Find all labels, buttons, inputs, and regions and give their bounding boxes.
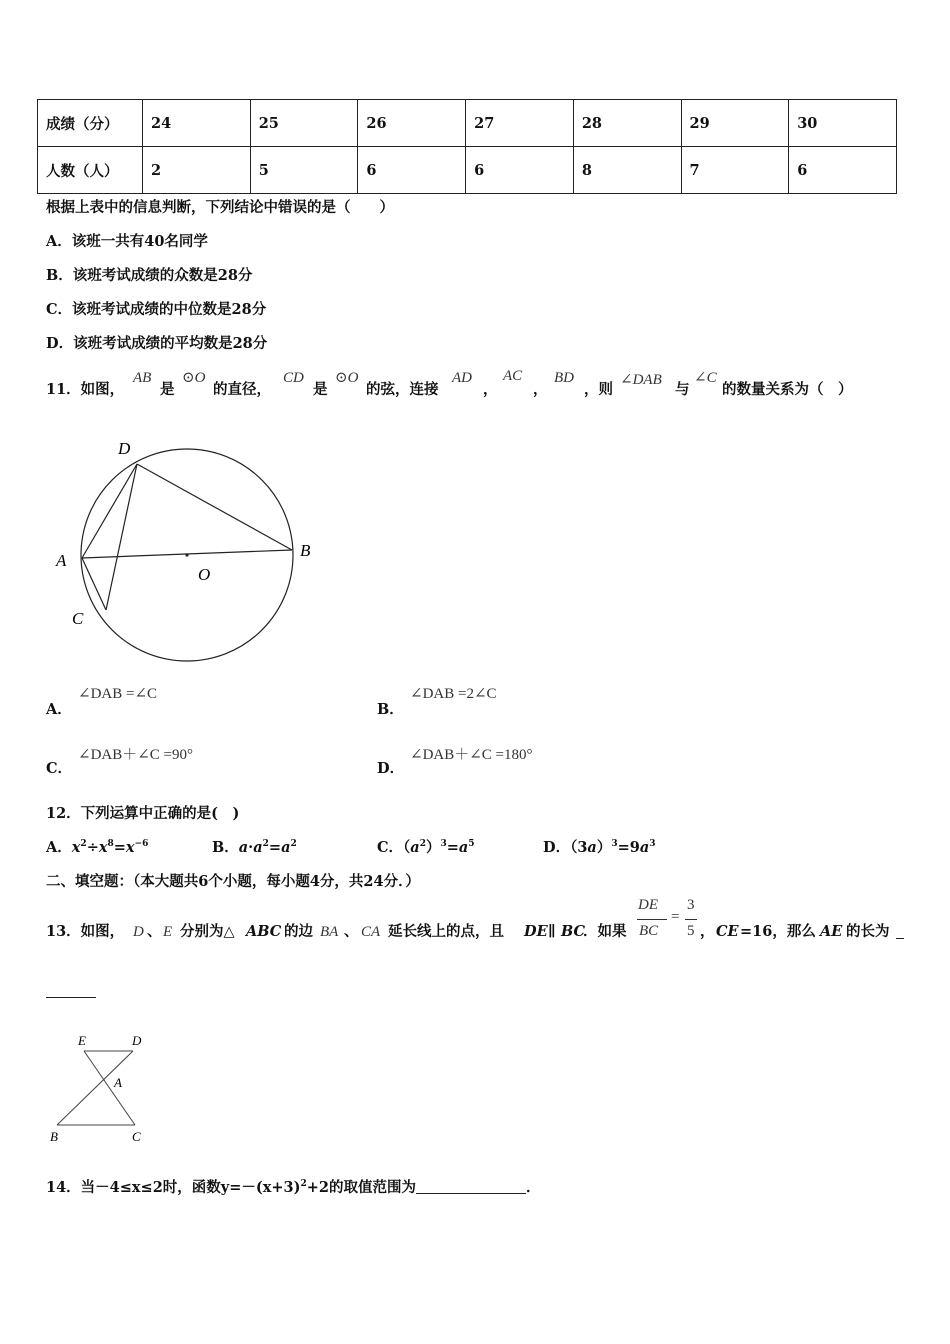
q11-option-b: ∠DAB =2∠C (410, 686, 497, 702)
q11-option-c: ∠DAB＋∠C =90° (78, 747, 194, 763)
q14-text: 14．当－4≤x≤2时，函数y=－(x+3) (46, 1179, 301, 1196)
table-cell: 7 (681, 147, 789, 194)
table-cell: 24 (143, 100, 251, 147)
q11-option-d: ∠DAB＋∠C =180° (410, 747, 533, 763)
q11-number: 11．如图， (46, 381, 125, 398)
table-header-cell: 人数（人） (38, 147, 143, 194)
q13-frac-num: DE (638, 897, 658, 913)
q10-option-c: C．该班考试成绩的中位数是28分 (46, 301, 267, 318)
table-cell: 6 (358, 147, 466, 194)
label-b: B (50, 1129, 58, 1144)
q13-frac-den: BC (639, 923, 659, 939)
q12-stem: 12．下列运算中正确的是( ) (46, 805, 240, 822)
q10-option-a: A．该班一共有40名同学 (46, 233, 208, 250)
label-d: D (118, 439, 131, 458)
q11-text: ， (533, 381, 548, 398)
q11-text: 与 (675, 381, 690, 398)
q11-option-c-label: C． (46, 760, 73, 777)
q14-stem (46, 1178, 541, 1198)
q10-option-b: B．该班考试成绩的众数是28分 (46, 267, 253, 284)
q12-option-d: D．$(3a)^3=9a^3$ (543, 839, 656, 856)
table-cell: 30 (789, 100, 897, 147)
fraction-bar (637, 919, 667, 920)
q13-ce: CE (716, 923, 739, 940)
q11-text: 的直径， (213, 381, 271, 398)
table-cell: 29 (681, 100, 789, 147)
table-cell: 8 (573, 147, 681, 194)
label-b: B (300, 541, 311, 560)
q12-option-b-label: B． (212, 839, 239, 856)
q13-number: 13．如图， (46, 923, 125, 940)
table-cell: 6 (466, 147, 574, 194)
q11-cd: CD (283, 370, 304, 386)
q13-val-num: 3 (687, 897, 695, 913)
q11-ad: AD (452, 370, 472, 386)
q13-text: 的长为 (846, 923, 890, 940)
segment-ec (84, 1051, 135, 1125)
q10-stem: 根据上表中的信息判断，下列结论中错误的是（ ） (46, 199, 394, 216)
table-cell: 6 (789, 147, 897, 194)
label-c: C (132, 1129, 141, 1144)
q13-equals: = (671, 909, 680, 925)
q13-text: 延长线上的点，且 (388, 923, 504, 940)
label-c: C (72, 609, 84, 628)
q12-option-a: A．$x^2\div x^8=x^{-6}$ (46, 839, 149, 856)
chord-cd (106, 464, 137, 610)
q11-angle-dab: ∠DAB (620, 372, 662, 388)
q11-text: ，则 (584, 381, 613, 398)
q11-circle-o: ⊙O (182, 370, 206, 386)
q13-text: =16，那么 (740, 923, 816, 940)
q13-val-den: 5 (687, 923, 695, 939)
q11-ac: AC (503, 368, 523, 384)
q11-bd: BD (554, 370, 574, 386)
table-cell: 5 (250, 147, 358, 194)
q12-option-b: B．$a\cdot a^2=a^2$ (212, 839, 297, 856)
q13-parallel: ∥ (548, 923, 556, 940)
q13-de: DE (524, 923, 548, 940)
center-point (185, 553, 188, 556)
label-o: O (198, 565, 211, 584)
q13-d: D (133, 924, 144, 940)
answer-blank (46, 997, 96, 998)
label-a: A (114, 1075, 122, 1090)
q13-text: 、 (147, 923, 162, 940)
table-cell: 2 (143, 147, 251, 194)
q11-ab: AB (133, 370, 152, 386)
score-table (37, 99, 897, 194)
q12-option-c: C．$(a^2)^3=a^5$ (377, 839, 475, 856)
q13-text: 分别为△ (180, 923, 235, 940)
section-2-header: 二、填空题：（本大题共6个小题，每小题4分，共24分．） (46, 873, 420, 890)
q12-option-d-label: D． (543, 839, 571, 856)
q13-text: ， (700, 923, 715, 940)
q11-text: 是 (160, 381, 175, 398)
q11-option-d-label: D． (377, 760, 405, 777)
table-cell: 26 (358, 100, 466, 147)
q11-circle-o: ⊙O (335, 370, 359, 386)
q13-text: 的边 (284, 923, 313, 940)
q11-option-b-label: B． (377, 701, 404, 718)
label-e: E (78, 1033, 86, 1048)
label-a: A (56, 551, 67, 570)
q12-option-c-label: C． (377, 839, 404, 856)
table-row (38, 147, 897, 194)
table-cell: 27 (466, 100, 574, 147)
answer-blank (896, 938, 904, 939)
q13-ae: AE (820, 923, 843, 940)
label-d: D (132, 1033, 142, 1048)
q11-text: 的数量关系为（ ） (722, 381, 853, 398)
segment-db (137, 464, 292, 550)
q13-bc: BC (561, 923, 586, 940)
q11-option-a: ∠DAB =∠C (78, 686, 158, 702)
q13-ca: CA (361, 924, 381, 940)
q13-text: 、 (344, 923, 359, 940)
table-cell: 28 (573, 100, 681, 147)
q14-end: ． (526, 1179, 541, 1196)
q14-exponent: 2 (300, 1179, 307, 1190)
q13-text: ．如果 (583, 923, 627, 940)
q13-e: E (163, 924, 173, 940)
q12-option-a-label: A． (46, 839, 72, 856)
table-cell: 25 (250, 100, 358, 147)
q10-option-d: D．该班考试成绩的平均数是28分 (46, 335, 268, 352)
fraction-bar (685, 919, 697, 920)
q13-abc: ABC (246, 923, 282, 940)
q13-ba: BA (320, 924, 339, 940)
table-row (38, 100, 897, 147)
table-header-cell: 成绩（分） (38, 100, 143, 147)
q11-circle-figure (50, 430, 330, 670)
q11-text: 是 (313, 381, 328, 398)
q11-text: 的弦，连接 (366, 381, 439, 398)
q11-angle-c: ∠C (694, 370, 717, 386)
answer-blank (416, 1179, 526, 1194)
q11-option-a-label: A． (46, 701, 72, 718)
q13-triangle-figure (46, 1030, 156, 1150)
q11-text: ， (483, 381, 498, 398)
q14-text: +2的取值范围为 (306, 1179, 416, 1196)
